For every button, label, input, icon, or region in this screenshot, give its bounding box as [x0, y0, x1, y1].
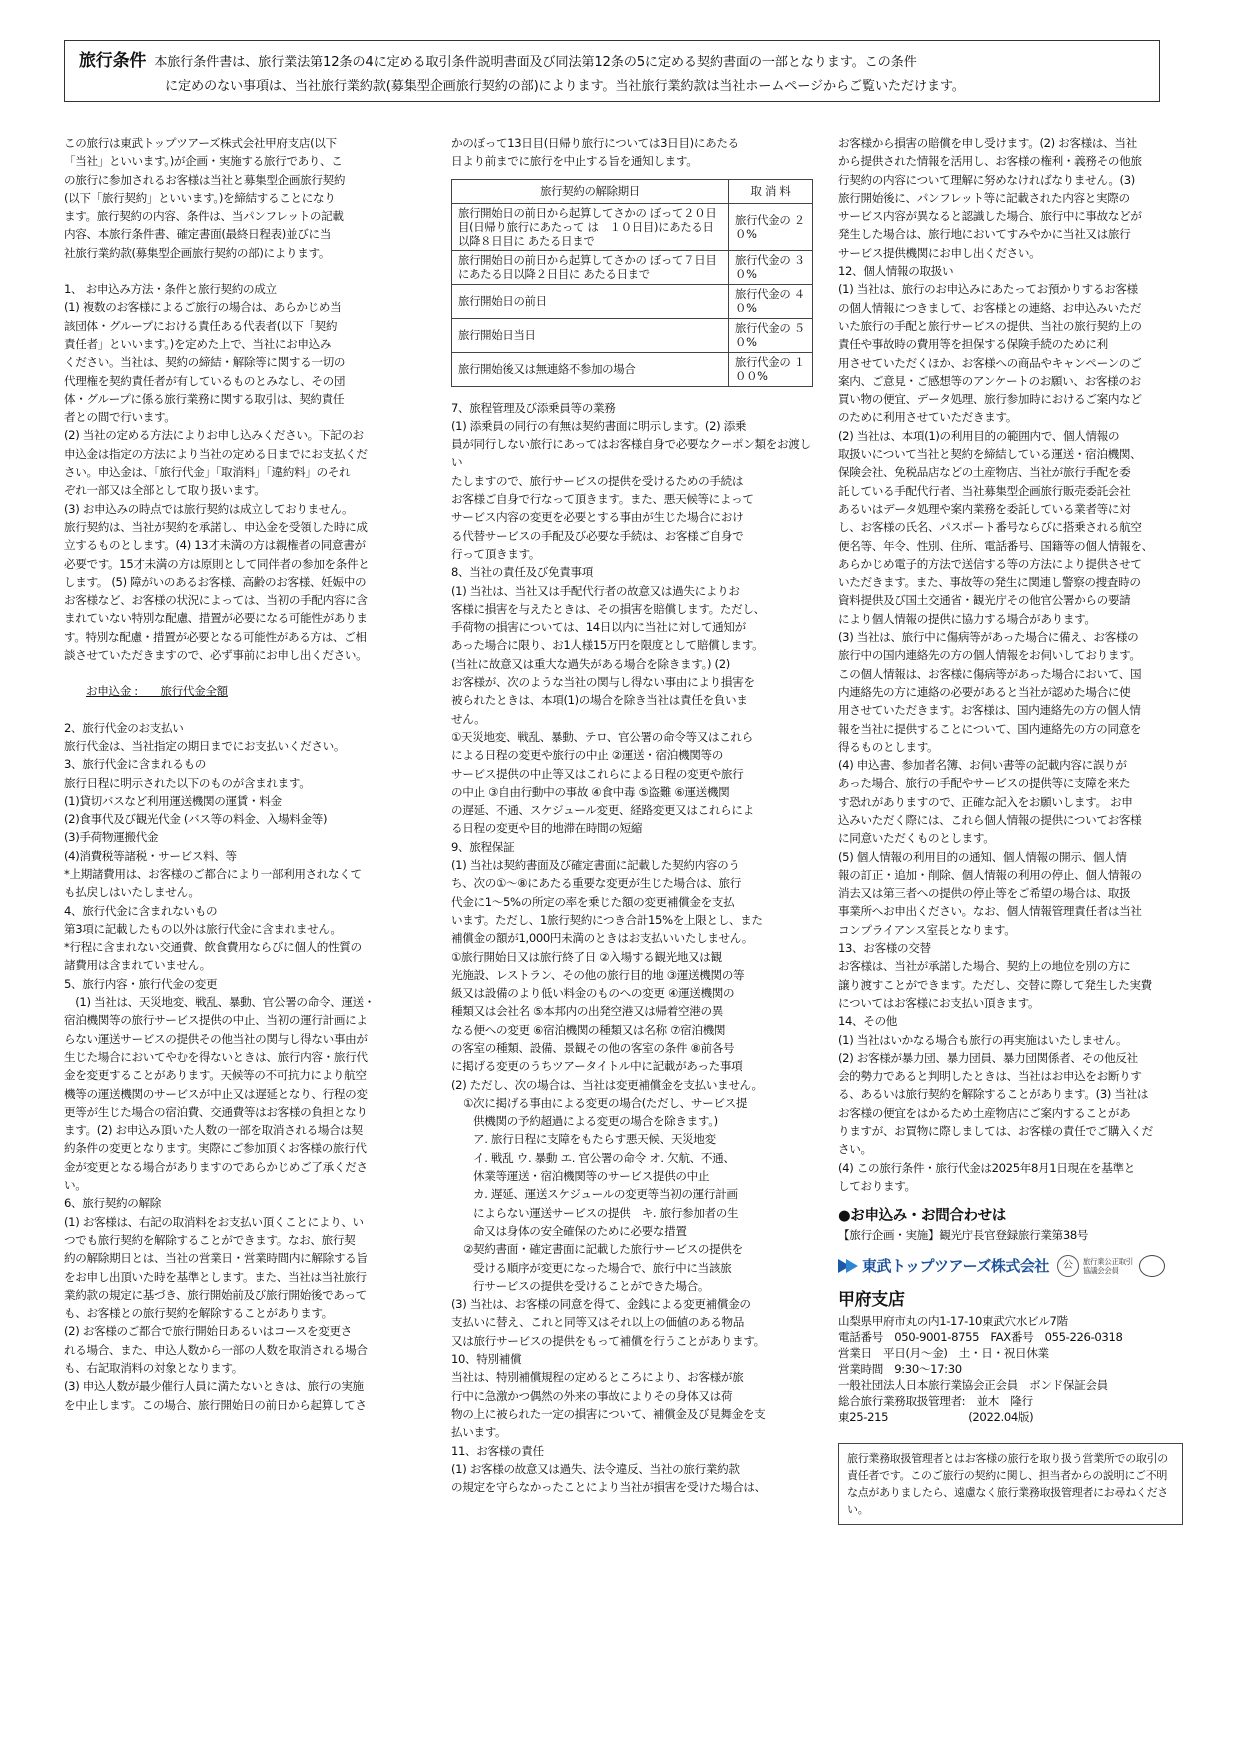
text-line: し、お客様の氏名、パスポート番号ならびに搭乗される航空 — [838, 520, 1142, 535]
spacer — [64, 701, 412, 719]
text-line: しております。 — [838, 1178, 916, 1193]
text-line: 宿泊機関等の旅行サービス提供の中止、当初の運行計画によ — [64, 1013, 368, 1028]
text-line: 更等が生じた場合の宿泊費、交通費等はお客様の負担となり — [64, 1104, 368, 1119]
fee-table-row — [452, 203, 813, 250]
text-line: (1) 複数のお客様によるご旅行の場合は、あらかじめ当 — [64, 300, 342, 315]
spacer — [64, 262, 412, 280]
text-line: をお申し出頂いた時を基準とします。また、当社は当社旅行 — [64, 1269, 367, 1284]
text-line: (4)消費税等諸税・サービス料、等 — [64, 848, 237, 863]
text-line: (1) お客様は、右記の取消料をお支払い頂くことにより、い — [64, 1214, 364, 1229]
text-line: 消去又は第三者への提供の停止等をご希望の場合は、取扱 — [838, 886, 1131, 901]
text-line: を中止します。この場合、旅行開始日の前日から起算してさ — [64, 1397, 367, 1412]
text-line: 受ける順序が変更になった場合で、旅行中に当該旅 — [473, 1260, 732, 1275]
text-line: あらかじめ電子的方法で送信する等の方法により提供させて — [838, 556, 1142, 571]
text-line: の客室の種類、設備、景観その他の客室の条件 ⑧前各号 — [451, 1040, 735, 1055]
text-line: ①次に掲げる事由による変更の場合(ただし、サービス提 — [463, 1095, 748, 1110]
text-line: あるいはデータ処理や案内業務を委託している業者等に対 — [838, 501, 1131, 516]
text-line: の規定を守らなかったことにより当社が損害を受けた場合は、 — [451, 1480, 766, 1495]
text-line: 報を当社に提供することについて、国内連絡先の方の同意を — [838, 721, 1142, 736]
text-line: 3、旅行代金に含まれるもの — [64, 757, 206, 772]
text-line: も払戻しはいたしません。 — [64, 885, 200, 900]
text-line: ①旅行開始日又は旅行終了日 ②入場する観光地又は観 — [451, 949, 722, 964]
text-line: 立するものとします。(4) 13才未満の方は親権者の同意書が — [64, 538, 366, 553]
document-version: (2022.04版) — [968, 1410, 1034, 1425]
text-line: 日より前までに旅行を中止する旨を通知します。 — [451, 154, 698, 169]
text-line: 種類又は会社名 ⑤本邦内の出発空港又は帰着空港の異 — [451, 1004, 723, 1019]
header-title: 旅行条件 — [79, 51, 147, 71]
text-line: (3) 当社は、旅行中に傷病等があった場合に備え、お客様の — [838, 630, 1139, 645]
text-line: (2)食事代及び観光代金 (バス等の料金、入場料金等) — [64, 812, 328, 827]
company-logo-row — [838, 1249, 1183, 1283]
text-line: 代理権を契約責任者が有しているものとみなし、その団 — [64, 373, 346, 388]
text-line: 6、旅行契約の解除 — [64, 1196, 161, 1211]
text-line: さい。 — [838, 1142, 872, 1157]
text-line: (1) 当社は、旅行のお申込みにあたってお預かりするお客様 — [838, 282, 1138, 297]
fee-amount-cell: 旅行代金の ２０% — [729, 203, 813, 250]
column-middle-intro — [451, 134, 813, 171]
text-line: 当社は、特別補償規程の定めるところにより、お客様が旅 — [451, 1370, 744, 1385]
text-line: 代金に1～5%の所定の率を乗じた額の変更補償金を支払 — [451, 894, 735, 909]
text-line: (1) 当社は、当社又は手配代行者の故意又は過失によりお — [451, 583, 740, 598]
text-line: 生じた場合においてやむを得ないときは、旅行内容・旅行代 — [64, 1049, 368, 1064]
contact-title: ●お申込み・お問合わせは — [838, 1208, 1006, 1225]
text-line: も、お客様との旅行契約を解除することがあります。 — [64, 1306, 333, 1321]
column-middle-body — [451, 399, 813, 1497]
text-line: 買い物の便宜、データ処理、旅行参加時におけるご案内など — [838, 392, 1142, 407]
text-line: 諸費用は含まれていません。 — [64, 958, 211, 973]
text-line: 機等の運送機関のサービスが中止又は遅延となり、行程の変 — [64, 1086, 368, 1101]
text-line: 物の上に被られた一定の損害について、補償金及び見舞金を支 — [451, 1406, 766, 1421]
text-line: この旅行は東武トップツアーズ株式会社甲府支店(以下 — [64, 136, 337, 150]
manager-footnote: 旅行業務取扱管理者とはお客様の旅行を取り扱う営業所での取引の責任者です。このご旅行の契約に関し、担当者からの説明にご不明な点がありましたら、遠慮なく旅行業務取扱管理者にお尋ねください。 — [838, 1443, 1183, 1525]
text-line: 談させていただきますので、必ず事前にお申し出ください。 — [64, 648, 368, 663]
text-line: 報の訂正・追加・削除、個人情報の利用の停止、個人情報の — [838, 867, 1142, 882]
code-version-line — [838, 1409, 1183, 1425]
text-line: 得るものとします。 — [838, 739, 939, 754]
text-line: 者との間で行います。 — [64, 410, 176, 425]
text-line: (2) ただし、次の場合は、当社は変更補償金を支払いません。 — [451, 1077, 763, 1092]
text-line: (2) お客様のご都合で旅行開始日あるいはコースを変更さ — [64, 1324, 352, 1339]
text-line: 光施設、レストラン、その他の旅行目的地 ③運送機関の等 — [451, 967, 745, 982]
terms-header — [64, 40, 1160, 102]
text-line: サービス内容が異なると認識した場合、旅行中に事故などが — [838, 209, 1142, 224]
text-line: (1) 当社はいかなる場合も旅行の再実施はいたしません。 — [838, 1032, 1128, 1047]
text-line: 責任者」といいます。)を定めた上で、当社にお申込み — [64, 336, 332, 351]
text-line: 行って頂きます。 — [451, 546, 541, 561]
text-line: 必要です。15才未満の方は原則として同伴者の参加を条件と — [64, 556, 370, 571]
text-line: この個人情報は、お客様に傷病等があった場合において、国 — [838, 666, 1142, 681]
text-line: 事業所へお申出ください。なお、個人情報管理責任者は当社 — [838, 904, 1142, 919]
text-line: い。 — [64, 1178, 87, 1193]
text-line: (4) 申込書、参加者名簿、お伺い書等の記載内容に誤りが — [838, 758, 1127, 773]
fair-trade-seal-icon: 公 — [1057, 1255, 1079, 1277]
text-line: 該団体・グループにおける責任ある代表者(以下「契約 — [64, 318, 338, 333]
text-line: す恐れがありますので、正確な記入をお願いします。 お申 — [838, 794, 1133, 809]
text-line: つでも旅行契約を解除することができます。なお、旅行契 — [64, 1232, 356, 1247]
text-line: 員が同行しない旅行にあってはお客様自身で必要なクーポン類をお渡しい — [451, 437, 811, 470]
text-line: (3)手荷物運搬代金 — [64, 830, 159, 845]
text-line: る日程の変更や目的地滞在時間の短縮 — [451, 821, 643, 836]
business-hours: 営業時間 9:30～17:30 — [838, 1362, 962, 1377]
text-line: 4、旅行代金に含まれないもの — [64, 903, 218, 918]
header-text-2: に定めのない事項は、当社旅行業約款(募集型企画旅行契約の部)によります。当社旅行業約款は当社ホームページからご覧いただけます。 — [165, 79, 965, 94]
branch-phone: 電話番号 050-9001-8755 FAX番号 055-226-0318 — [838, 1330, 1123, 1345]
fee-table-row — [452, 318, 813, 352]
fair-trade-council-label: 旅行業公正取引 協議会会員 — [1082, 1257, 1133, 1276]
fee-period-cell: 旅行開始後又は無連絡不参加の場合 — [452, 352, 729, 386]
fee-amount-cell: 旅行代金の ５０% — [729, 318, 813, 352]
text-line: により個人情報の提供に協力する場合があります。 — [838, 611, 1096, 626]
text-line: お客様など、お客様の状況によっては、当初の手配内容に含 — [64, 593, 368, 608]
text-line: 託している手配代行者、当社募集型企画旅行販売委託会社 — [838, 483, 1131, 498]
text-line: 責任や事故時の費用等を担保する保険手続のために利 — [838, 337, 1108, 352]
text-line: 旅行開始後に、パンフレット等に記載された内容と実際の — [838, 190, 1130, 205]
travel-manager: 総合旅行業務取扱管理者: 並木 隆行 — [838, 1394, 1033, 1409]
text-line: ます。(2) お申込み頂いた人数の一部を取消される場合は契 — [64, 1123, 363, 1138]
text-line: (3) 当社は、お客様の同意を得て、金銭による変更補償金の — [451, 1297, 751, 1312]
text-line: による日程の変更や旅行の中止 ②運送・宿泊機関等の — [451, 748, 723, 763]
text-line: 会的勢力であると判明したときは、当社はお申込をお断りす — [838, 1069, 1142, 1084]
text-line: 10、特別補償 — [451, 1352, 522, 1367]
text-line: に同意いただくものとします。 — [838, 831, 995, 846]
text-line: (2) お客様が暴力団、暴力団員、暴力団関係者、その他反社 — [838, 1050, 1138, 1065]
text-line: 命又は身体の安全確保のために必要な措置 — [473, 1223, 687, 1238]
column-middle — [451, 134, 813, 1496]
fee-table-head-period: 旅行契約の解除期日 — [452, 179, 729, 203]
text-line: (以下「旅行契約」といいます。)を締結することになり — [64, 190, 336, 205]
fee-table-row — [452, 352, 813, 386]
text-line: 7、旅程管理及び添乗員等の業務 — [451, 400, 616, 415]
text-line: 約の解除期日とは、当社の営業日・営業時間内に解除する旨 — [64, 1251, 368, 1266]
text-line: 補償金の額が1,000円未満のときはお支払いいたしません。 — [451, 931, 753, 946]
text-line: (3) お申込みの時点では旅行契約は成立しておりません。 — [64, 501, 354, 516]
text-line: まれていない特別な配慮、措置が必要になる可能性がありま — [64, 611, 368, 626]
text-line: あった場合に限り、お1人様15万円を限度として賠償します。 — [451, 638, 764, 653]
text-line: さい。申込金は、「旅行代金」「取消料」「違約料」のそれ — [64, 465, 351, 480]
text-line: る、あるいは旅行契約を解除することがあります。(3) 当社は — [838, 1087, 1149, 1102]
text-line: の個人情報につきまして、お客様との連絡、お申込みいただ — [838, 300, 1142, 315]
text-line: の中止 ③自由行動中の事故 ④食中毒 ⑤盗難 ⑥運送機関 — [451, 784, 730, 799]
text-line: 支払いに替え、これと同等又はそれ以上の価値のある物品 — [451, 1315, 745, 1330]
text-line: 申込金は指定の方法により当社の定める日までにお支払くだ — [64, 446, 368, 461]
text-line: サービス内容の変更を必要とする事由が生じた場合におけ — [451, 510, 744, 525]
text-line: (3) 申込人数が最少催行人員に満たないときは、旅行の実施 — [64, 1379, 364, 1394]
text-line: 供機関の予約超過による変更の場合を除きます。) — [473, 1114, 718, 1129]
fee-table-row — [452, 250, 813, 284]
association-membership: 一般社団法人日本旅行業協会正会員 ボンド保証会員 — [838, 1378, 1108, 1393]
text-line: ください。当社は、契約の締結・解除等に関する一切の — [64, 355, 346, 370]
text-line: 休業等運送・宿泊機関等のサービス提供の中止 — [473, 1169, 710, 1184]
text-line: たしますので、旅行サービスの提供を受けるための手続は — [451, 473, 744, 488]
text-line: します。 (5) 障がいのあるお客様、高齢のお客様、妊娠中の — [64, 574, 367, 589]
text-line: かのぼって13日目(日帰り旅行については3日目)にあたる — [451, 136, 739, 150]
text-line: ア. 旅行日程に支障をもたらす悪天候、天災地変 — [473, 1132, 716, 1147]
text-line: 込みいただく際には、これら個人情報の提供についてお客様 — [838, 812, 1142, 827]
planning-registration: 【旅行企画・実施】観光庁長官登録旅行業第38号 — [838, 1228, 1089, 1243]
company-logo-icon — [838, 1256, 858, 1276]
fee-amount-cell: 旅行代金の ４０% — [729, 284, 813, 318]
text-line: イ. 戦乱 ウ. 暴動 エ. 官公署の命令 オ. 欠航、不通、 — [473, 1150, 735, 1165]
text-line: お客様の便宜をはかるため土産物店にご案内することがあ — [838, 1105, 1131, 1120]
text-line: 取扱いについて当社と契約を締結している運送・宿泊機関、 — [838, 447, 1142, 462]
text-line: 9、旅程保証 — [451, 839, 515, 854]
text-line: お客様から損害の賠償を申し受けます。(2) お客様は、当社 — [838, 136, 1137, 150]
text-line: 13、お客様の交替 — [838, 941, 931, 956]
text-line: お客様は、当社が承諾した場合、契約上の地位を別の方に — [838, 959, 1131, 974]
text-line: 8、当社の責任及び免責事項 — [451, 565, 593, 580]
text-line: 第3項に記載したもの以外は旅行代金に含まれません。 — [64, 921, 342, 936]
text-line: (2) 当社は、本項(1)の利用目的の範囲内で、個人情報の — [838, 428, 1120, 443]
text-line: コンプライアンス室長となります。 — [838, 922, 1016, 937]
text-line: 資料提供及び国土交通省・観光庁その他官公署からの要請 — [838, 593, 1131, 608]
text-line: (2) 当社の定める方法によりお申し込みください。下記のお — [64, 428, 364, 443]
text-line: いた旅行の手配と旅行サービスの提供、当社の旅行契約上の — [838, 318, 1142, 333]
text-line: 被られたときは、本項(1)の場合を除き当社は責任を負いま — [451, 693, 748, 708]
text-line: 業約款の規定に基づき、旅行開始前及び旅行開始後であって — [64, 1287, 368, 1302]
text-line: 11、お客様の責任 — [451, 1443, 544, 1458]
text-line: ち、次の①～⑧にあたる重要な変更が生じた場合は、旅行 — [451, 876, 741, 891]
fee-period-cell: 旅行開始日の前日から起算してさかの ぼって２０日目(日帰り旅行にあたって は １０日目)にあたる日以降８日目に あたる日まで — [452, 203, 729, 250]
text-line: サービス提供の中止等又はこれらによる日程の変更や旅行 — [451, 766, 744, 781]
fee-amount-cell: 旅行代金の ３０% — [729, 250, 813, 284]
spacer — [64, 664, 412, 682]
text-line: 又は旅行サービスの提供をもって補償を行うことがあります。 — [451, 1333, 765, 1348]
text-line: あった場合、旅行の手配やサービスの提供等に支障を来た — [838, 776, 1131, 791]
fee-table-row — [452, 284, 813, 318]
text-line: によらない運送サービスの提供 キ. 旅行参加者の生 — [473, 1205, 739, 1220]
branch-name: 甲府支店 — [838, 1290, 905, 1311]
text-line: 行中に急激かつ偶然の外来の事故によりその身体又は荷 — [451, 1388, 733, 1403]
text-line: 旅行中の国内連絡先の方の個人情報をお伺いしております。 — [838, 648, 1141, 663]
text-line: サービス提供機関にお申し出ください。 — [838, 245, 1041, 260]
text-line: ②契約書面・確定書面に記載した旅行サービスの提供を — [463, 1242, 743, 1257]
column-left — [64, 134, 412, 1414]
text-line: に掲げる変更のうちツアータイトル中に記載があった事項 — [451, 1059, 743, 1074]
branch-address: 山梨県甲府市丸の内1-17-10東武穴水ビル7階 — [838, 1314, 1068, 1329]
fee-period-cell: 旅行開始日の前日から起算してさかの ぼって７日目にあたる日以降２日目に あたる日まで — [452, 250, 729, 284]
text-line: 内連絡先の方に連絡の必要があると当社が認めた場合に使 — [838, 684, 1131, 699]
text-line: る代替サービスの手配及び必要な手続は、お客様ご自身で — [451, 528, 744, 543]
text-line: 1、 お申込み方法・条件と旅行契約の成立 — [64, 282, 277, 297]
text-line: います。ただし、1旅行契約につき合計15%を上限とし、また — [451, 912, 763, 927]
text-line: 内容、本旅行条件書、確定書面(最終日程表)並びに当 — [64, 227, 331, 242]
text-line: 社旅行業約款(募集型企画旅行契約の部)によります。 — [64, 245, 331, 260]
text-line: 旅行契約は、当社が契約を承諾し、申込金を受領した時に成 — [64, 519, 368, 534]
text-line: (当社に故意又は重大な過失がある場合を除きます。) (2) — [451, 656, 730, 671]
text-line: なる便への変更 ⑥宿泊機関の種類又は名称 ⑦宿泊機関 — [451, 1022, 726, 1037]
text-line: せん。 — [451, 711, 486, 726]
text-line: (1) 当社は契約書面及び確定書面に記載した契約内容のう — [451, 858, 740, 873]
text-line: 2、旅行代金のお支払い — [64, 720, 184, 735]
text-line: 客様に損害を与えたときは、その損害を賠償します。ただし、 — [451, 601, 765, 616]
text-line: の遅延、不通、スケジュール変更、経路変更又はこれらによ — [451, 803, 754, 818]
text-line: 12、個人情報の取扱い — [838, 264, 954, 279]
text-line: 保険会社、免税品店などの土産物店、当社が旅行手配を委 — [838, 465, 1131, 480]
text-line: りますが、お買物に際しましては、お客様の責任でご購入くだ — [838, 1124, 1153, 1139]
text-line: 行契約の内容について理解に努めなければなりません。(3) — [838, 172, 1135, 187]
text-line: 約条件の変更となります。実際にご参加頂くお客様の旅行代 — [64, 1141, 367, 1156]
text-line: 金が変更となる場合がありますのであらかじめご了承くださ — [64, 1159, 368, 1174]
text-line: のために利用させていただきます。 — [838, 410, 1017, 425]
document-code: 東25-215 — [838, 1410, 889, 1425]
text-line: 級又は設備のより低い料金のものへの変更 ④運送機関の — [451, 986, 735, 1001]
text-line: *上期諸費用は、お客様のご都合により一部利用されなくて — [64, 866, 362, 881]
header-text-1: 本旅行条件書は、旅行業法第12条の4に定める取引条件説明書面及び同法第12条の5に定める契約書面の一部となります。この条件 — [154, 55, 917, 70]
deposit-note: お申込金 : 旅行代金全額 — [86, 684, 228, 699]
text-line: (4) この旅行条件・旅行代金は2025年8月1日現在を基準と — [838, 1160, 1135, 1175]
text-line: 発生した場合は、旅行地においてすみやかに当社又は旅行 — [838, 227, 1131, 242]
text-line: 用させていただくほか、お客様への商品やキャンペーンのご — [838, 355, 1142, 370]
text-line: 14、その他 — [838, 1014, 898, 1029]
fee-table-header — [452, 179, 813, 203]
text-line: れる場合、また、申込人数から一部の人数を取消される場合 — [64, 1342, 368, 1357]
text-line: 旅行代金は、当社指定の期日までにお支払いください。 — [64, 738, 346, 753]
text-line: 払います。 — [451, 1425, 507, 1440]
column-right-body — [838, 134, 1183, 1195]
fee-table-head-fee: 取 消 料 — [729, 179, 813, 203]
text-line: (1) 当社は、天災地変、戦乱、暴動、官公署の命令、運送・ — [64, 995, 376, 1010]
text-line: (1) 添乗員の同行の有無は契約書面に明示します。(2) 添乗 — [451, 418, 747, 433]
text-line: (1) お客様の故意又は過失、法令違反、当社の旅行業約款 — [451, 1461, 740, 1476]
fee-period-cell: 旅行開始日の前日 — [452, 284, 729, 318]
header-line-1 — [79, 49, 1147, 75]
text-line: カ. 遅延、運送スケジュールの変更等当初の運行計画 — [473, 1187, 738, 1202]
business-days: 営業日 平日(月～金) 土・日・祝日休業 — [838, 1346, 1049, 1361]
fee-period-cell: 旅行開始日当日 — [452, 318, 729, 352]
company-name: 東武トップツアーズ株式会社 — [862, 1257, 1049, 1276]
text-line: についてはお客様にお支払い頂きます。 — [838, 995, 1040, 1010]
column-right — [838, 134, 1183, 1525]
text-line: 譲り渡すことができます。ただし、交替に際して発生した実費 — [838, 977, 1152, 992]
text-line: ます。旅行契約の内容、条件は、当パンフレットの記載 — [64, 209, 344, 224]
text-line: お客様ご自身で行なって頂きます。また、悪天候等によって — [451, 492, 754, 507]
text-line: (5) 個人情報の利用目的の通知、個人情報の開示、個人情 — [838, 849, 1127, 864]
cancellation-fee-table — [451, 179, 813, 387]
text-line: 案内、ご意見・ご感想等のアンケートのお願い、お客様のお — [838, 373, 1141, 388]
text-line: から提供された情報を活用し、お客様の権利・義務その他旅 — [838, 154, 1142, 169]
text-line: らない運送サービスの提供その他当社の関与し得ない事由が — [64, 1031, 368, 1046]
text-line: の旅行に参加されるお客様は当社と募集型企画旅行契約 — [64, 172, 346, 187]
text-line: (1)貸切バスなど利用運送機関の運賃・料金 — [64, 793, 282, 808]
text-line: 便名等、年令、性別、住所、電話番号、国籍等の個人情報を、 — [838, 538, 1153, 553]
contact-block — [838, 1205, 1183, 1425]
text-line: ①天災地変、戦乱、暴動、テロ、官公署の命令等又はこれら — [451, 729, 753, 744]
text-line: いただきます。また、事故等の発生に関連し警察の捜査時の — [838, 575, 1141, 590]
text-line: *行程に含まれない交通費、飲食費用ならびに個人的性質の — [64, 940, 362, 955]
text-line: 体・グループに係る旅行業務に関する取引は、契約責任 — [64, 391, 345, 406]
text-line: も、右記取消料の対象となります。 — [64, 1361, 243, 1375]
fee-amount-cell: 旅行代金の １００% — [729, 352, 813, 386]
text-line: ぞれ一部又は全部として取り扱います。 — [64, 483, 266, 498]
text-line: 5、旅行内容・旅行代金の変更 — [64, 976, 218, 991]
text-line: お客様が、次のような当社の関与し得ない事由により損害を — [451, 675, 755, 690]
text-line: す。特別な配慮・措置が必要となる可能性がある方は、ご相 — [64, 629, 367, 644]
text-line: 旅行日程に明示された以下のものが含まれます。 — [64, 775, 311, 790]
text-line: 行サービスの提供を受けることができた場合。 — [473, 1278, 710, 1293]
bond-guarantee-icon — [1139, 1255, 1165, 1277]
text-line: 手荷物の損害については、14日以内に当社に対して通知が — [451, 620, 746, 635]
text-line: 用させていただきます。お客様は、国内連絡先の方の個人情 — [838, 703, 1141, 718]
text-line: 「当社」といいます。)が企画・実施する旅行であり、こ — [64, 154, 343, 169]
text-line: 金を変更することがあります。天候等の不可抗力により航空 — [64, 1068, 367, 1083]
